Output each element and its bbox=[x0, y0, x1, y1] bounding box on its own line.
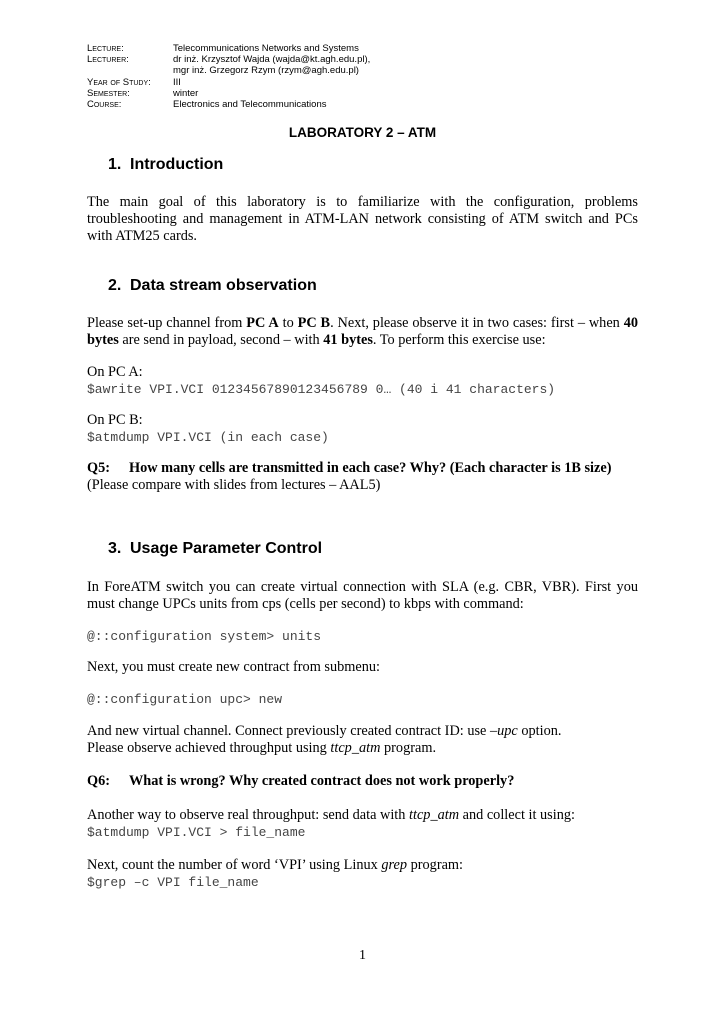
meta-key: Lecturer: bbox=[87, 54, 129, 66]
command-atmdump: $atmdump VPI.VCI (in each case) bbox=[87, 430, 329, 445]
on-pc-a-label: On PC A: bbox=[87, 364, 143, 380]
question-text: What is wrong? Why created contract does not work properly? bbox=[129, 773, 515, 789]
section-title: Usage Parameter Control bbox=[130, 540, 323, 557]
meta-value: mgr inż. Grzegorz Rzym (rzym@agh.edu.pl) bbox=[173, 65, 359, 77]
question-label: Q5: bbox=[87, 460, 111, 476]
meta-key: Course: bbox=[87, 99, 122, 111]
upc-option: upc bbox=[497, 723, 518, 739]
forty-one-bytes: 41 bytes bbox=[323, 332, 373, 348]
meta-key bbox=[87, 65, 173, 76]
grep-program: grep bbox=[381, 857, 408, 873]
q5-note: (Please compare with slides from lectures – AAL5) bbox=[87, 477, 381, 493]
on-pc-b-label: On PC B: bbox=[87, 412, 143, 428]
document-title: LABORATORY 2 – ATM bbox=[288, 125, 437, 140]
command-atmdump-file: $atmdump VPI.VCI > file_name bbox=[87, 825, 306, 840]
meta-key: Lecture: bbox=[87, 43, 124, 54]
meta-key: Year of Study: bbox=[87, 76, 151, 88]
intro-paragraph: The main goal of this laboratory is to familiarize with the configuration, problems troubleshooting and management in ATM-LAN network consisting of ATM switch and PCs with ATM25 cards. bbox=[87, 194, 638, 244]
meta-value: Telecommunications Networks and Systems bbox=[173, 43, 359, 54]
ttcp-atm-program: ttcp_atm bbox=[409, 807, 460, 823]
ttcp-atm-program: ttcp_atm bbox=[330, 740, 381, 756]
meta-row bbox=[87, 54, 370, 65]
command-awrite: $awrite VPI.VCI 01234567890123456789 0… (40 i 41 characters) bbox=[87, 382, 556, 397]
command-grep: $grep –c VPI file_name bbox=[87, 875, 259, 890]
command-upc-new: @::configuration upc> new bbox=[87, 692, 283, 707]
throughput-paragraph: Please observe achieved throughput using ttcp_atm program. bbox=[87, 740, 437, 756]
page-number: 1 bbox=[359, 948, 366, 963]
pc-a-label: PC A bbox=[246, 315, 279, 331]
forty-bytes: 40 bytes bbox=[87, 315, 638, 348]
meta-value: winter bbox=[173, 87, 199, 99]
virtual-channel-paragraph: And new virtual channel. Connect previously created contract ID: use –upc option. bbox=[87, 723, 562, 739]
meta-value: Electronics and Telecommunications bbox=[173, 99, 327, 111]
upc-contract-paragraph: Next, you must create new contract from submenu: bbox=[87, 659, 380, 675]
grep-paragraph: Next, count the number of word ‘VPI’ using Linux grep program: bbox=[87, 857, 464, 873]
section-number: 1. bbox=[108, 156, 122, 173]
real-throughput-paragraph: Another way to observe real throughput: send data with ttcp_atm and collect it using: bbox=[87, 807, 575, 823]
section-number: 3. bbox=[108, 540, 122, 557]
section-heading-upc bbox=[108, 540, 322, 558]
command-units: @::configuration system> units bbox=[87, 629, 322, 644]
meta-row bbox=[87, 43, 370, 54]
data-stream-paragraph: Please set-up channel from PC A to PC B. Next, please observe it in two cases: first – when 40 bytes are send in payload, second – with 41 bytes. To perform this exercise use: bbox=[87, 315, 638, 348]
question-label: Q6: bbox=[87, 773, 111, 789]
meta-value: III bbox=[173, 76, 181, 88]
section-heading-data-stream bbox=[108, 277, 317, 295]
section-heading-introduction bbox=[108, 156, 223, 174]
meta-key: Semester: bbox=[87, 87, 130, 99]
upc-paragraph: In ForeATM switch you can create virtual connection with SLA (e.g. CBR, VBR). First you must change UPCs units from cps (cells per second) to kbps with command: bbox=[87, 579, 638, 612]
meta-row bbox=[87, 99, 370, 110]
course-info-block bbox=[87, 43, 370, 110]
section-title: Introduction bbox=[130, 156, 224, 173]
question-text: How many cells are transmitted in each case? Why? (Each character is 1B size) bbox=[129, 460, 612, 476]
meta-row bbox=[87, 77, 370, 88]
question-q5 bbox=[87, 460, 638, 477]
section-number: 2. bbox=[108, 277, 122, 294]
question-q6 bbox=[87, 773, 638, 790]
section-title: Data stream observation bbox=[130, 277, 317, 294]
meta-row bbox=[87, 88, 370, 99]
meta-value: dr inż. Krzysztof Wajda (wajda@kt.agh.edu.pl), bbox=[173, 54, 371, 66]
pc-b-label: PC B bbox=[297, 315, 331, 331]
meta-row bbox=[87, 65, 370, 76]
